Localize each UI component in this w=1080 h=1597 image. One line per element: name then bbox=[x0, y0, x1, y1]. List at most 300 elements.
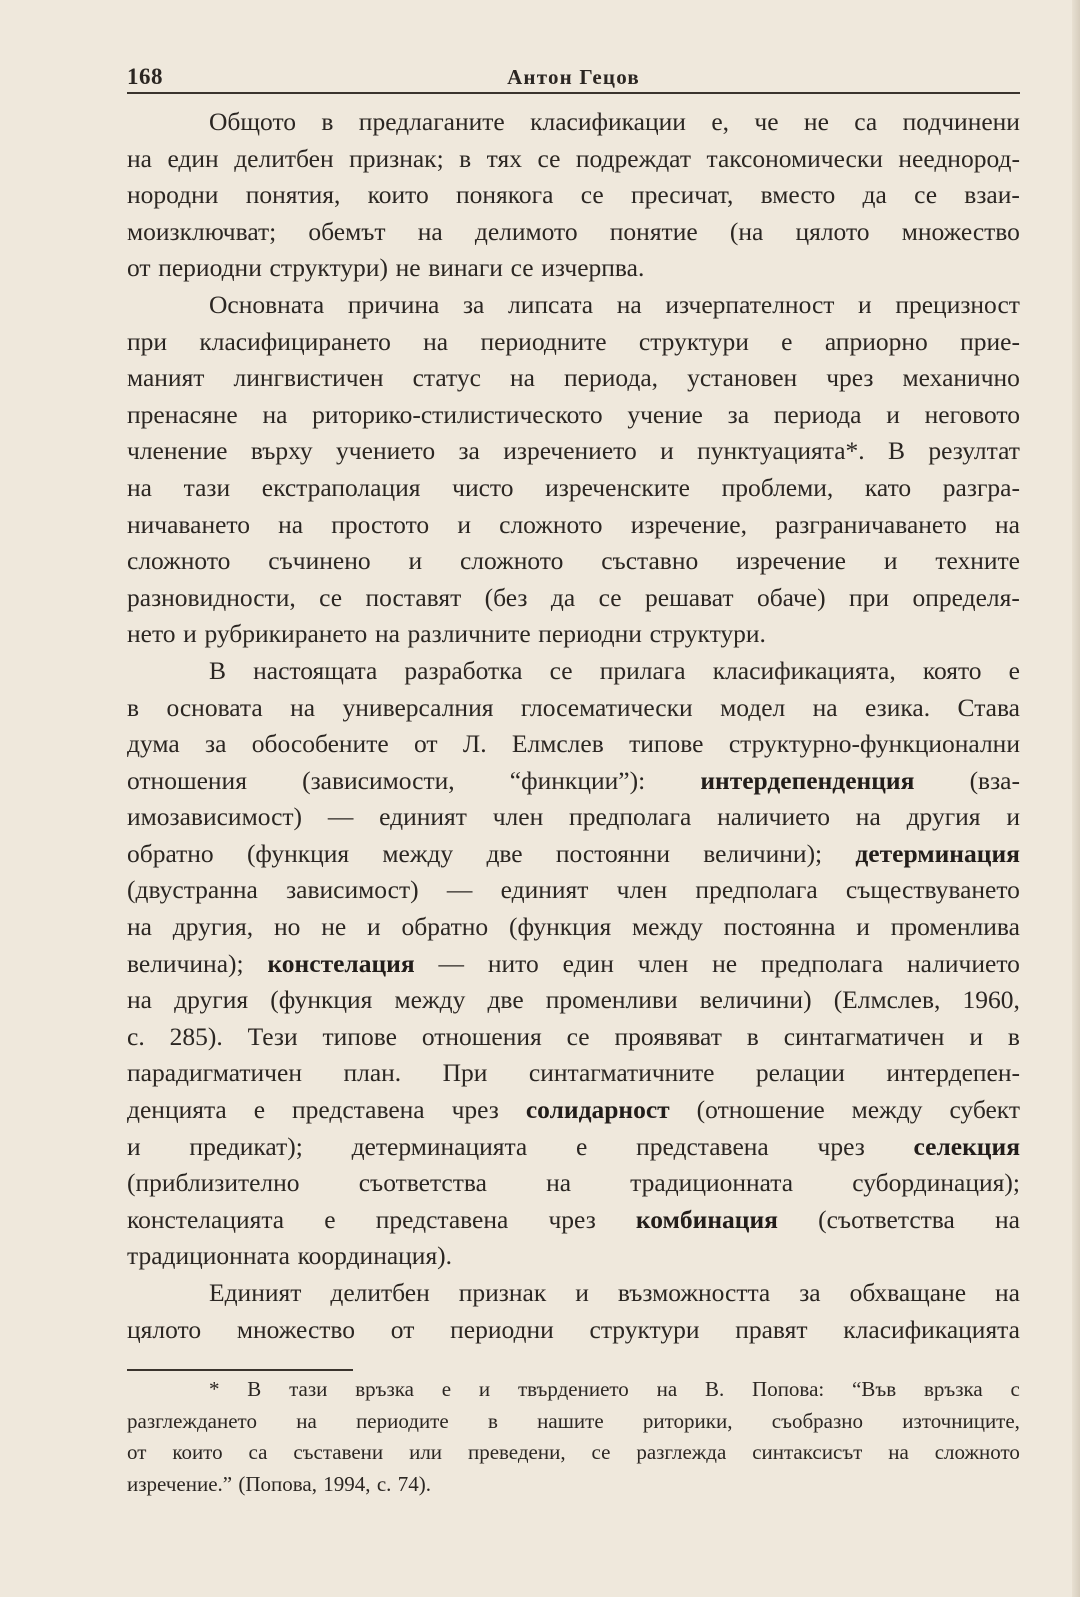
word: на bbox=[509, 363, 535, 393]
word: техните bbox=[935, 546, 1020, 576]
word: представена bbox=[375, 1204, 509, 1234]
word: различните bbox=[407, 619, 531, 649]
word: предполага bbox=[760, 948, 884, 978]
word: Основната bbox=[209, 289, 325, 319]
word: променлива bbox=[890, 912, 1020, 942]
word: на bbox=[995, 1278, 1020, 1307]
word: две bbox=[487, 985, 524, 1015]
term-bold: селекция bbox=[913, 1131, 1020, 1161]
text-line bbox=[127, 1238, 1020, 1275]
word: пунктуацията*. bbox=[697, 436, 865, 466]
word: на bbox=[296, 1408, 317, 1433]
word: Става bbox=[957, 692, 1020, 722]
word: на bbox=[546, 1168, 572, 1198]
word: (функция bbox=[246, 838, 350, 868]
word: дума bbox=[127, 729, 180, 759]
word: се bbox=[580, 180, 604, 210]
word: един bbox=[562, 948, 614, 978]
word: обаче) bbox=[756, 582, 826, 612]
word: прецизност bbox=[895, 289, 1020, 319]
word: денцията bbox=[127, 1095, 227, 1125]
word: детерминацията bbox=[351, 1131, 528, 1161]
word: променливи bbox=[545, 985, 678, 1015]
word: — bbox=[438, 948, 465, 978]
term-bold: солидарност bbox=[525, 1095, 670, 1125]
word: подчинени bbox=[902, 107, 1020, 136]
word: * bbox=[209, 1377, 220, 1401]
word: делитбен bbox=[234, 143, 334, 173]
word: (зависимости, bbox=[302, 765, 455, 795]
word: сложното bbox=[127, 546, 231, 576]
word: величини) bbox=[699, 985, 812, 1015]
word: (двустранна bbox=[127, 875, 258, 905]
text-line bbox=[127, 1019, 1020, 1056]
word: типове bbox=[629, 729, 704, 759]
word: чрез bbox=[451, 1095, 499, 1125]
word: се bbox=[566, 1021, 590, 1051]
word: пренасяне bbox=[127, 399, 238, 429]
text-line bbox=[127, 287, 1020, 324]
word: проявяват bbox=[614, 1021, 722, 1051]
text-line bbox=[127, 1092, 1020, 1129]
word: от bbox=[390, 1314, 415, 1344]
word: предлаганите bbox=[358, 107, 505, 136]
word: вместо bbox=[760, 180, 836, 210]
word: чисто bbox=[452, 472, 514, 502]
text-line bbox=[127, 470, 1020, 507]
word: чрез bbox=[817, 1131, 865, 1161]
word: субординация); bbox=[852, 1168, 1020, 1198]
word: таксономически bbox=[706, 143, 883, 173]
word: прие- bbox=[960, 326, 1020, 356]
word: за bbox=[799, 1278, 821, 1307]
word: и bbox=[1006, 802, 1020, 832]
word: интердепен- bbox=[886, 1058, 1020, 1088]
word: на bbox=[855, 802, 881, 832]
word: периодни bbox=[158, 253, 262, 283]
word: величина); bbox=[127, 948, 244, 978]
word: (функция bbox=[270, 985, 373, 1015]
word: периодни bbox=[450, 1314, 554, 1344]
word: нееднород- bbox=[898, 143, 1020, 173]
word: и bbox=[183, 619, 197, 649]
word: разновидности, bbox=[127, 582, 296, 612]
word: от bbox=[127, 253, 151, 283]
word: понятие bbox=[609, 216, 698, 246]
word: изчерпва. bbox=[541, 253, 645, 283]
word: априорно bbox=[824, 326, 928, 356]
word: констелацията bbox=[127, 1204, 285, 1234]
word: се bbox=[319, 582, 343, 612]
word: на bbox=[127, 472, 152, 502]
word: понякога bbox=[456, 180, 554, 210]
word: изчерпателност bbox=[665, 289, 835, 319]
word: периода, bbox=[563, 363, 659, 393]
word: релации bbox=[755, 1058, 845, 1088]
word: винаги bbox=[428, 253, 503, 283]
word: постоянни bbox=[555, 838, 670, 868]
word: обхващане bbox=[849, 1278, 967, 1307]
word: парадигматичен bbox=[127, 1058, 302, 1088]
word: 74). bbox=[397, 1471, 431, 1496]
word: имозависимост) bbox=[127, 802, 303, 832]
word: “финкции”): bbox=[509, 765, 646, 795]
footnote-line bbox=[127, 1374, 1020, 1406]
word: наличието bbox=[907, 948, 1020, 978]
word: отношения bbox=[421, 1021, 542, 1051]
text-line bbox=[127, 872, 1020, 909]
word: член bbox=[616, 875, 668, 905]
footnote-line bbox=[127, 1469, 1020, 1501]
word: на bbox=[994, 1204, 1020, 1234]
word: която bbox=[922, 655, 982, 685]
text-line bbox=[127, 433, 1020, 470]
text-line bbox=[127, 1275, 1020, 1312]
word: класифицирането bbox=[199, 326, 391, 356]
word: в bbox=[127, 692, 140, 722]
word: класификации bbox=[530, 107, 686, 136]
word: съответства bbox=[358, 1168, 487, 1198]
word: сложното bbox=[934, 1440, 1020, 1464]
word: върху bbox=[250, 436, 313, 466]
word: тях bbox=[486, 143, 522, 173]
word: се bbox=[510, 253, 534, 283]
footnote bbox=[127, 1374, 1020, 1500]
page-edge bbox=[1072, 0, 1080, 1597]
word: “Във bbox=[852, 1377, 897, 1401]
word: взаи- bbox=[964, 180, 1020, 210]
text-line bbox=[127, 250, 1020, 287]
word: нето bbox=[127, 619, 176, 649]
word: настоящата bbox=[253, 655, 378, 685]
word: но bbox=[273, 912, 301, 942]
word: традиционната bbox=[630, 1168, 794, 1198]
word: с. bbox=[376, 1471, 392, 1496]
word: единият bbox=[500, 875, 589, 905]
word: обратно bbox=[127, 838, 214, 868]
word: статус bbox=[412, 363, 481, 393]
word: и bbox=[856, 912, 870, 942]
word: (вза- bbox=[969, 765, 1020, 795]
word: обособените bbox=[251, 729, 389, 759]
word: на bbox=[888, 1440, 909, 1464]
word: на bbox=[994, 509, 1020, 539]
text-line bbox=[127, 360, 1020, 397]
footnote-rule bbox=[127, 1369, 353, 1371]
word: учение bbox=[627, 399, 703, 429]
word: предполага bbox=[569, 802, 692, 832]
footnote-line bbox=[127, 1437, 1020, 1469]
word: при bbox=[127, 326, 168, 356]
page-header bbox=[127, 60, 1020, 94]
word: синтагматичните bbox=[528, 1058, 715, 1088]
word: се bbox=[591, 1440, 611, 1464]
word: решават bbox=[645, 582, 734, 612]
word: В. bbox=[704, 1377, 725, 1401]
word: определя- bbox=[912, 582, 1020, 612]
text-line bbox=[127, 177, 1020, 214]
word: — bbox=[327, 802, 354, 832]
word: (на bbox=[729, 216, 764, 246]
word: установен bbox=[687, 363, 798, 393]
word: моизключват; bbox=[127, 216, 277, 246]
text-line bbox=[127, 507, 1020, 544]
word: величини); bbox=[703, 838, 823, 868]
word: признак bbox=[458, 1278, 547, 1307]
text-line bbox=[127, 580, 1020, 617]
text-line bbox=[127, 836, 1020, 873]
word: при bbox=[849, 582, 890, 612]
text-line bbox=[127, 104, 1020, 141]
word: сложното bbox=[499, 509, 603, 539]
word: от bbox=[414, 729, 438, 759]
word: структури. bbox=[649, 619, 766, 649]
word: изречение bbox=[736, 546, 846, 576]
word: и bbox=[886, 399, 900, 429]
word: (без bbox=[484, 582, 528, 612]
word: подреждат bbox=[575, 143, 691, 173]
word: да bbox=[550, 582, 576, 612]
word: е bbox=[324, 1204, 336, 1234]
word: които bbox=[172, 1440, 223, 1464]
word: липсата bbox=[508, 289, 594, 319]
word: постоянна bbox=[723, 912, 836, 942]
word: риторико-стилистическото bbox=[312, 399, 603, 429]
word: и bbox=[127, 1131, 141, 1161]
word: сложното bbox=[459, 546, 564, 576]
word: предполага bbox=[695, 875, 818, 905]
word: между bbox=[851, 1095, 923, 1125]
word: е bbox=[781, 326, 793, 356]
word: съобразно bbox=[771, 1408, 863, 1433]
word: Елмслев bbox=[511, 729, 604, 759]
page-number: 168 bbox=[127, 64, 163, 89]
term-bold: детерминация bbox=[855, 838, 1020, 868]
word: рубрикирането bbox=[204, 619, 368, 649]
word: представена bbox=[636, 1131, 769, 1161]
word: членение bbox=[127, 436, 228, 466]
word: В bbox=[209, 655, 227, 685]
word: модел bbox=[720, 692, 786, 722]
word: твърдението bbox=[517, 1377, 629, 1401]
word: в bbox=[321, 107, 334, 136]
word: признак; bbox=[349, 143, 444, 173]
word: и bbox=[575, 1278, 589, 1307]
word: Тези bbox=[247, 1021, 298, 1051]
text-line bbox=[127, 397, 1020, 434]
word: зависимост) bbox=[286, 875, 419, 905]
word: В bbox=[247, 1377, 262, 1401]
word: изречението bbox=[503, 436, 637, 466]
word: цялото bbox=[795, 216, 870, 246]
word: класификацията, bbox=[712, 655, 896, 685]
text-line bbox=[127, 616, 1020, 653]
running-head: Антон Гецов bbox=[507, 65, 640, 89]
word: на bbox=[278, 509, 304, 539]
word: се bbox=[549, 655, 573, 685]
word: тази bbox=[289, 1377, 328, 1401]
word: Попова: bbox=[752, 1377, 825, 1401]
text-line bbox=[127, 690, 1020, 727]
word: на bbox=[290, 692, 316, 722]
word: член bbox=[492, 802, 544, 832]
word: за bbox=[462, 289, 485, 319]
word: глосематически bbox=[520, 692, 693, 722]
word: екстраполация bbox=[261, 472, 421, 502]
term-bold: комбинация bbox=[635, 1204, 778, 1234]
word: член bbox=[637, 948, 689, 978]
word: представена bbox=[292, 1095, 425, 1125]
word: разработка bbox=[404, 655, 523, 685]
word: с. bbox=[127, 1021, 145, 1051]
word: структури) bbox=[269, 253, 388, 283]
word: причина bbox=[347, 289, 440, 319]
word: в bbox=[487, 1408, 498, 1433]
word: не bbox=[395, 253, 421, 283]
word: нашите bbox=[537, 1408, 604, 1433]
word: между bbox=[632, 912, 703, 942]
text-line bbox=[127, 324, 1020, 361]
word: пресичат, bbox=[630, 180, 734, 210]
word: на bbox=[812, 692, 838, 722]
text-line bbox=[127, 1055, 1020, 1092]
word: понятия, bbox=[245, 180, 341, 210]
text-line bbox=[127, 1129, 1020, 1166]
word: разглежда bbox=[636, 1440, 727, 1464]
word: делитбен bbox=[330, 1278, 430, 1307]
text-line bbox=[127, 763, 1020, 800]
word: тази bbox=[183, 472, 231, 502]
word: Общото bbox=[209, 107, 296, 136]
word: съществуването bbox=[845, 875, 1020, 905]
word: неговото bbox=[924, 399, 1020, 429]
word: на bbox=[616, 289, 642, 319]
word: класификацията bbox=[843, 1314, 1020, 1344]
word: (Попова, bbox=[238, 1471, 317, 1496]
text-line bbox=[127, 1165, 1020, 1202]
word: правят bbox=[735, 1314, 808, 1344]
word: и bbox=[969, 1021, 984, 1051]
word: съставени bbox=[293, 1440, 384, 1464]
word: и bbox=[367, 912, 381, 942]
word: отношения bbox=[127, 765, 247, 795]
text-line bbox=[127, 653, 1020, 690]
word: структури bbox=[638, 326, 749, 356]
body-text bbox=[127, 104, 1020, 1348]
word: и bbox=[478, 1377, 491, 1401]
text-line bbox=[127, 141, 1020, 178]
word: нородни bbox=[127, 180, 219, 210]
word: изречение.” bbox=[127, 1471, 233, 1496]
word: синтагматичен bbox=[783, 1021, 945, 1051]
word: изречение, bbox=[630, 509, 747, 539]
word: на bbox=[127, 912, 152, 942]
word: Л. bbox=[462, 729, 487, 759]
text-line bbox=[127, 214, 1020, 251]
word: да bbox=[862, 180, 887, 210]
word: другия bbox=[174, 985, 249, 1015]
word: периодни bbox=[538, 619, 642, 649]
text-line bbox=[127, 726, 1020, 763]
word: периода bbox=[773, 399, 862, 429]
word: за bbox=[205, 729, 227, 759]
word: (приблизително bbox=[127, 1168, 300, 1198]
term-bold: констелация bbox=[267, 948, 415, 978]
word: цялото bbox=[127, 1314, 202, 1344]
word: универсалния bbox=[342, 692, 494, 722]
footnote-line bbox=[127, 1406, 1020, 1438]
word: поставят bbox=[365, 582, 462, 612]
word: в bbox=[1007, 1021, 1020, 1051]
word: че bbox=[754, 107, 779, 136]
word: (Елмслев, bbox=[833, 985, 941, 1015]
word: в bbox=[746, 1021, 759, 1051]
word: наличието bbox=[717, 802, 830, 832]
word: изреченските bbox=[545, 472, 690, 502]
text-line bbox=[127, 909, 1020, 946]
word: съставно bbox=[601, 546, 699, 576]
word: източниците, bbox=[902, 1408, 1020, 1433]
word: чрез bbox=[548, 1204, 596, 1234]
word: (функция bbox=[509, 912, 612, 942]
word: периодните bbox=[480, 326, 607, 356]
word: 1994, bbox=[323, 1471, 371, 1496]
word: на bbox=[656, 1377, 678, 1401]
word: две bbox=[486, 838, 523, 868]
word: се bbox=[598, 582, 622, 612]
text-line bbox=[127, 946, 1020, 983]
text-line bbox=[127, 799, 1020, 836]
word: и bbox=[883, 546, 898, 576]
word: координация). bbox=[297, 1241, 453, 1271]
word: разглеждането bbox=[127, 1408, 257, 1433]
word: и bbox=[858, 289, 872, 319]
word: Единият bbox=[209, 1278, 302, 1307]
word: е bbox=[253, 1095, 266, 1125]
word: При bbox=[442, 1058, 488, 1088]
word: обратно bbox=[401, 912, 489, 942]
word: на bbox=[374, 619, 400, 649]
word: се bbox=[914, 180, 938, 210]
word: разгра- bbox=[942, 472, 1020, 502]
word: прилага bbox=[599, 655, 686, 685]
word: другия bbox=[906, 802, 981, 832]
word: от bbox=[127, 1440, 147, 1464]
word: разграничаването bbox=[775, 509, 967, 539]
word: между bbox=[394, 985, 466, 1015]
word: — bbox=[446, 875, 473, 905]
word: не bbox=[321, 912, 347, 942]
word: възможността bbox=[617, 1278, 771, 1307]
word: В bbox=[888, 436, 906, 466]
word: са bbox=[854, 107, 878, 136]
word: чрез bbox=[826, 363, 874, 393]
word: проблеми, bbox=[721, 472, 834, 502]
word: 285). bbox=[169, 1021, 223, 1051]
word: на bbox=[127, 985, 152, 1015]
word: и bbox=[457, 509, 471, 539]
word: е bbox=[441, 1377, 452, 1401]
word: (отношение bbox=[696, 1095, 825, 1125]
word: са bbox=[248, 1440, 268, 1464]
word: на bbox=[417, 216, 443, 246]
word: на bbox=[423, 326, 449, 356]
word: единият bbox=[379, 802, 467, 832]
word: се bbox=[537, 143, 561, 173]
word: за bbox=[458, 436, 480, 466]
word: за bbox=[727, 399, 750, 429]
word: традиционната bbox=[127, 1241, 290, 1271]
